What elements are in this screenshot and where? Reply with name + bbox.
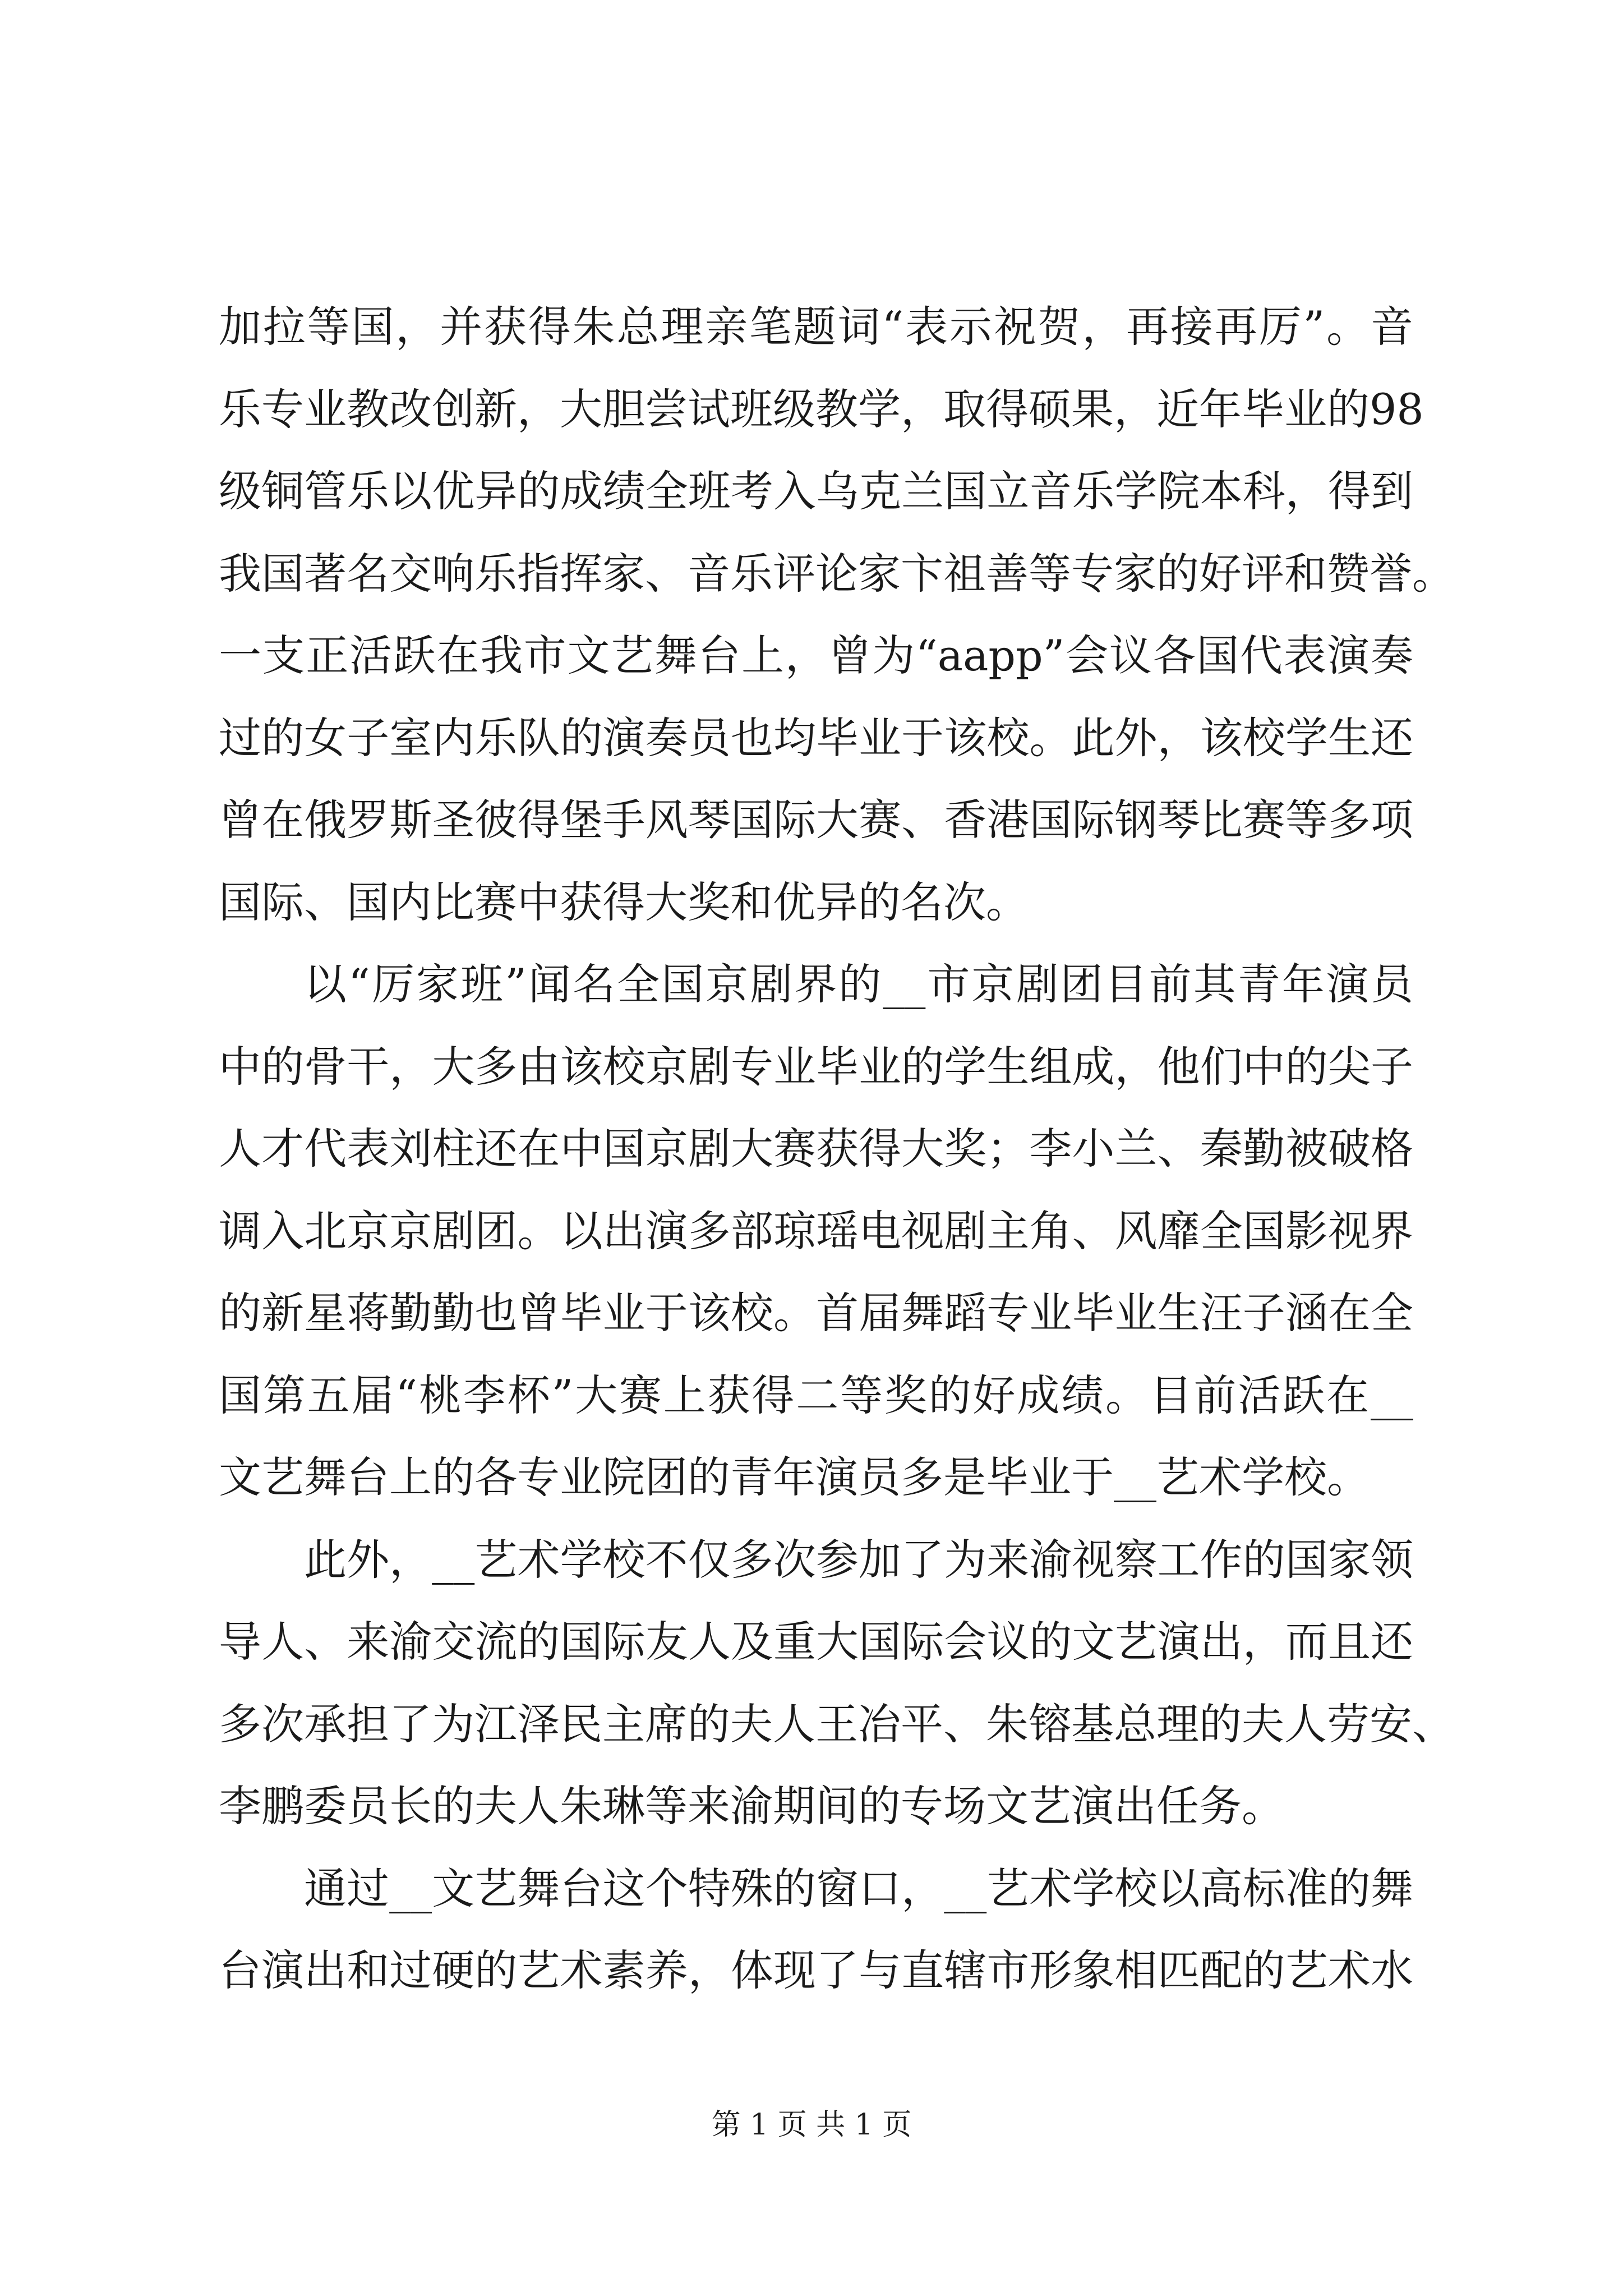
text-line: 此外，__艺术学校不仅多次参加了为来渝视察工作的国家领 bbox=[304, 1534, 1413, 1585]
text-line: 李鹏委员长的夫人朱琳等来渝期间的专场文艺演出任务。 bbox=[219, 1781, 1284, 1831]
text-line: 过的女子室内乐队的演奏员也均毕业于该校。此外，该校学生还 bbox=[219, 712, 1413, 763]
text-line: 曾在俄罗斯圣彼得堡手风琴国际大赛、香港国际钢琴比赛等多项 bbox=[219, 795, 1413, 845]
text-line: 通过__文艺舞台这个特殊的窗口，__艺术学校以高标准的舞 bbox=[304, 1863, 1413, 1913]
text-line: 文艺舞台上的各专业院团的青年演员多是毕业于__艺术学校。 bbox=[219, 1452, 1370, 1502]
text-line: 一支正活跃在我市文艺舞台上，曾为“aapp”会议各国代表演奏 bbox=[219, 631, 1413, 680]
text-line: 台演出和过硬的艺术素养，体现了与直辖市形象相匹配的艺术水 bbox=[219, 1945, 1413, 1995]
text-line: 以“厉家班”闻名全国京剧界的__市京剧团目前其青年演员 bbox=[304, 959, 1413, 1009]
text-line: 乐专业教改创新，大胆尝试班级教学，取得硕果，近年毕业的98 bbox=[219, 384, 1424, 434]
text-line: 加拉等国，并获得朱总理亲笔题词“表示祝贺，再接再厉”。音 bbox=[219, 302, 1413, 352]
text-line: 导人、来渝交流的国际友人及重大国际会议的文艺演出，而且还 bbox=[219, 1617, 1413, 1667]
text-line: 人才代表刘柱还在中国京剧大赛获得大奖；李小兰、秦勤被破格 bbox=[219, 1124, 1413, 1174]
page-number-footer: 第 1 页 共 1 页 bbox=[711, 2108, 912, 2142]
text-line: 我国著名交响乐指挥家、音乐评论家卞祖善等专家的好评和赞誉。 bbox=[219, 548, 1455, 599]
text-line: 国际、国内比赛中获得大奖和优异的名次。 bbox=[219, 877, 1029, 927]
text-line: 调入北京京剧团。以出演多部琼瑶电视剧主角、风靡全国影视界 bbox=[219, 1205, 1413, 1256]
text-line: 级铜管乐以优异的成绩全班考入乌克兰国立音乐学院本科，得到 bbox=[219, 466, 1413, 516]
text-line: 多次承担了为江泽民主席的夫人王冶平、朱镕基总理的夫人劳安、 bbox=[219, 1699, 1455, 1749]
text-line: 国第五届“桃李杯”大赛上获得二等奖的好成绩。目前活跃在__ bbox=[219, 1370, 1413, 1420]
body-text bbox=[219, 286, 1455, 2012]
text-line: 的新星蒋勤勤也曾毕业于该校。首届舞蹈专业毕业生汪子涵在全 bbox=[219, 1288, 1413, 1338]
text-line: 中的骨干，大多由该校京剧专业毕业的学生组成，他们中的尖子 bbox=[219, 1041, 1413, 1092]
